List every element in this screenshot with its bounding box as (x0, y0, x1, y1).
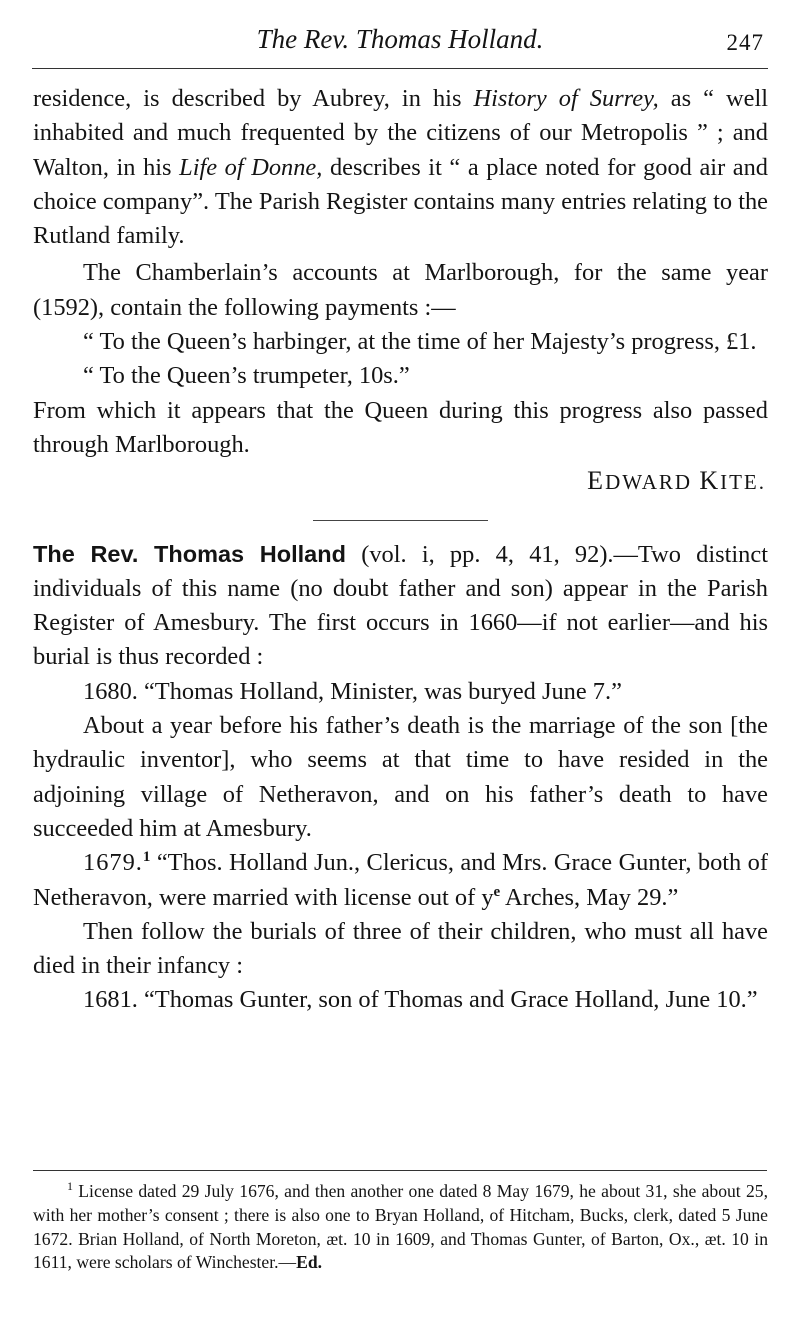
text-run: residence, is described by Aubrey, in his (33, 85, 474, 112)
footnote-mark: 1 (67, 1179, 73, 1194)
article-intro-paragraph (33, 537, 768, 675)
footnote (33, 1180, 768, 1275)
author-signature (33, 464, 768, 499)
register-entry-1679 (33, 846, 768, 915)
signature-initial: E (587, 466, 606, 496)
text-run: (vol. i, pp. 4, 41, 92).—Two distinct individuals of this name (no doubt father and son) appear in the Parish Register of Amesbury. The first occurs in 1660—if not earlier—and his burial is thus recorded : (33, 540, 768, 671)
text-run: as “ well inhabited and much frequented by the citizens of our Metropolis ” ; and Walton, in his (33, 85, 769, 181)
paragraph-trumpeter-payment: “ To the Queen’s trumpeter, 10s.” (83, 362, 410, 390)
footnote-reference: 1 (142, 849, 151, 866)
footnote-text (33, 1180, 768, 1275)
signature-text: ITE. (720, 470, 766, 495)
header-rule (32, 68, 768, 69)
register-entry-1681: 1681. “Thomas Gunter, son of Thomas and Grace Holland, June 10.” (83, 986, 758, 1014)
paragraph-marriage: About a year before his father’s death is the marriage of the son [the hydraulic inventor], who seems at that time to have resided in the adjoining village of Netheravon, and on his father’s death to have succeeded him at Amesbury. (33, 712, 768, 842)
text-run: License dated 29 July 1676, and then another one dated 8 May 1679, he about 31, she about 25, with her mother’s consent ; there is also one to Bryan Holland, of Hitcham, Bucks, clerk, dated 5 June 1672. Brian Holland, of North Moreton, æt. 10 in 1609, and Thomas Gunter, of Barton, Ox., æt. 10 in 1611, were scholars of Winchester.— (33, 1181, 768, 1273)
paragraph-harbinger-payment: “ To the Queen’s harbinger, at the time of her Majesty’s progress, £1. (83, 328, 757, 356)
book-title-life-of-donne: Life of Donne, (179, 153, 323, 181)
editor-signature: Ed. (296, 1252, 323, 1273)
footnote-rule (33, 1170, 767, 1171)
page-number: 247 (726, 30, 764, 55)
paragraph-children-burials: Then follow the burials of three of their children, who must all have died in their infancy : (33, 917, 768, 980)
superscript-e: e (493, 883, 501, 900)
paragraph-residence (33, 82, 768, 253)
entry-year: 1679. (83, 849, 143, 877)
text-run: “Thos. Holland Jun., Clericus, and Mrs. Grace Gunter, both of Netheravon, were married with license out of y (33, 849, 768, 911)
running-head (0, 22, 800, 62)
paragraph-chamberlain-accounts: The Chamberlain’s accounts at Marlborough, for the same year (1592), contain the following payments :— (33, 259, 768, 321)
section-divider (313, 520, 488, 521)
signature-initial: K (699, 466, 721, 496)
running-title: The Rev. Thomas Holland. (256, 24, 544, 54)
body-text (33, 82, 768, 1018)
paragraph-marlborough: From which it appears that the Queen during this progress also passed through Marlborough. (33, 396, 768, 458)
book-title-history-of-surrey: History of Surrey, (473, 85, 659, 112)
text-run: Arches, May 29.” (500, 883, 679, 911)
text-run: describes it “ a place noted for good air and choice company”. The Parish Register contains many entries relating to the Rutland family. (33, 153, 768, 250)
article-heading: The Rev. Thomas Holland (33, 540, 346, 567)
signature-text: DWARD (605, 470, 700, 495)
register-entry-1680: 1680. “Thomas Holland, Minister, was buryed June 7.” (83, 677, 622, 705)
